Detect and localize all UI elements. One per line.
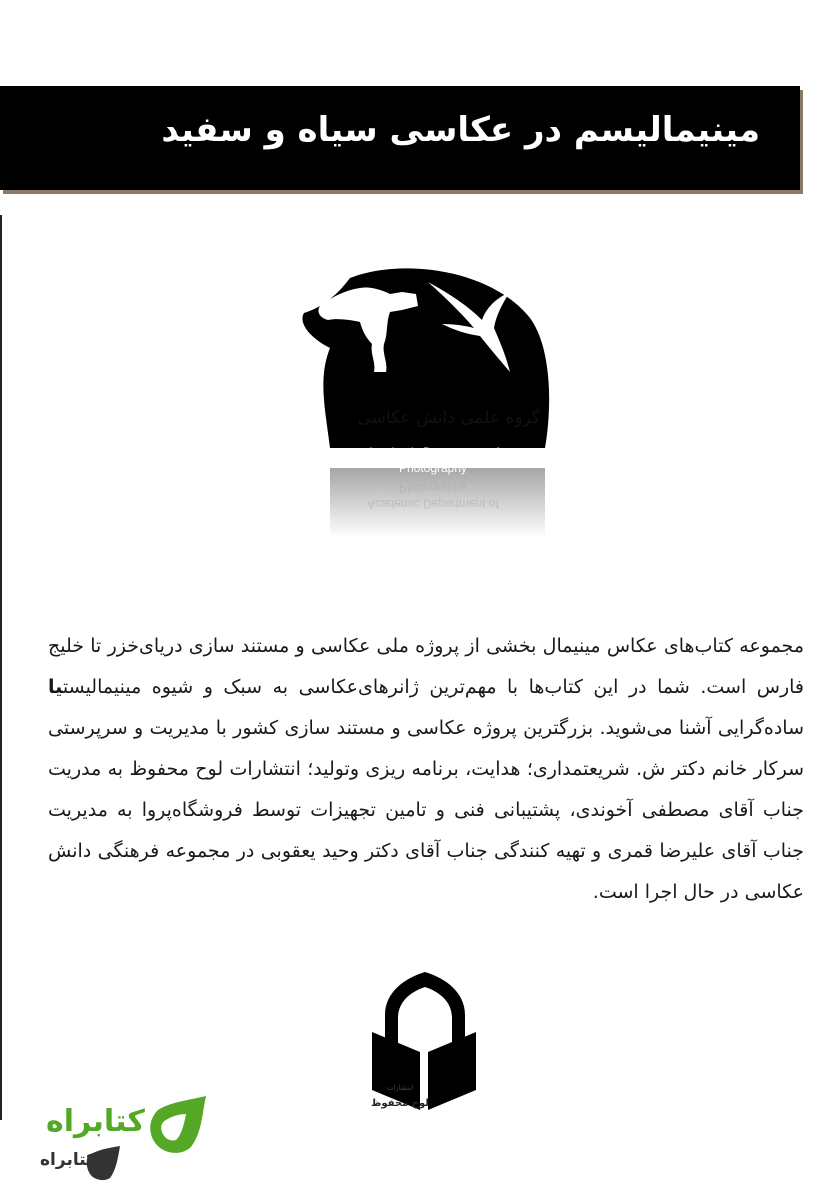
publisher-name: لوح محفوظ <box>371 1098 429 1109</box>
title-banner <box>0 86 800 190</box>
ketabrah-watermark <box>40 1092 220 1188</box>
publisher-logo <box>360 970 490 1130</box>
logo-persian-name: گروه علمی دانش عکاسی <box>357 408 540 428</box>
publisher-label-small: انتشارات <box>386 1084 414 1092</box>
intro-text-part1: مجموعه کتاب‌های عکاس مینیمال بخشی از پروژه ملی عکاسی و مستند سازی دریای‌خزر تا خلیج فارس است. شما در این کتاب‌ها با مهم‌ترین ژانرهای‌عکاسی به سبک و شیوه مینیمالیست <box>48 635 804 698</box>
page-title: مینیمالیسم در عکاسی سیاه و سفید <box>161 110 760 150</box>
logo-reflection <box>348 480 518 512</box>
logo-english-line1: Academic Department of <box>366 445 500 459</box>
intro-text-part2: ساده‌گرایی آشنا می‌شوید. بزرگترین پروژه عکاسی و مستند سازی کشور با مدیریت و سرپرستی سرکار خانم دکتر ش. شریعتمداری؛ هدایت، برنامه ریزی وتولید؛ انتشارات لوح محفوظ به مدریت جناب آقای مصطفی آخوندی، پشتیبانی فنی و تامین تجهیزات توسط فروشگاه‌پروا به مدیریت جناب آقای علیرضا قمری و تهیه کنندگی جناب آقای دکتر وحید یعقوبی در مجموعه فرهنگی دانش عکاسی در حال اجرا است. <box>48 717 804 903</box>
intro-paragraph <box>48 626 804 913</box>
ketabrah-wordmark-small: کتابراه <box>40 1150 97 1170</box>
ketabrah-wordmark: کتابراه <box>46 1104 145 1139</box>
logo-reflection-line1: Academic Department of <box>366 497 500 511</box>
logo-english-line2: Photography <box>398 461 468 475</box>
intro-text-bold: یا <box>48 676 63 698</box>
logo-english-name <box>348 444 518 476</box>
academic-department-logo <box>290 268 560 548</box>
logo-reflection-line2: Photography <box>398 481 468 495</box>
left-border-rule <box>0 215 2 1120</box>
